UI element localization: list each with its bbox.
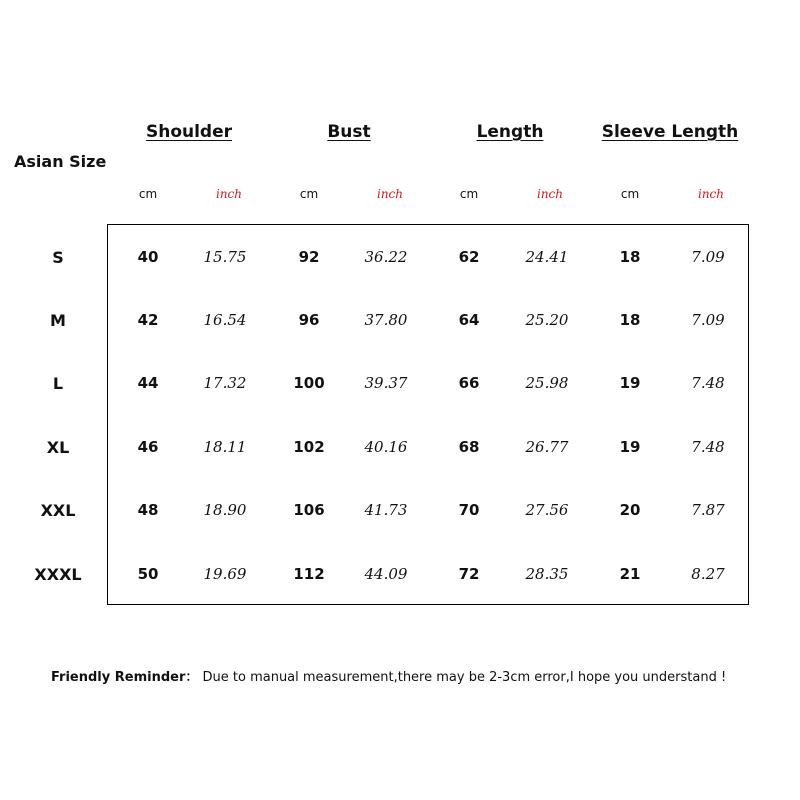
size-label: S xyxy=(52,248,64,267)
table-row xyxy=(0,438,800,468)
unit-inch: inch xyxy=(376,187,403,201)
length-inch: 25.98 xyxy=(525,374,569,392)
size-label: L xyxy=(52,374,64,393)
bust-inch: 37.80 xyxy=(364,311,408,329)
sleeve-inch: 8.27 xyxy=(691,565,725,583)
size-label: XXL xyxy=(40,501,76,520)
table-row xyxy=(0,248,800,278)
shoulder-inch: 17.32 xyxy=(203,374,247,392)
unit-cm: cm xyxy=(620,187,640,201)
unit-inch: inch xyxy=(536,187,563,201)
table-row xyxy=(0,311,800,341)
friendly-reminder xyxy=(51,666,726,685)
shoulder-cm: 40 xyxy=(137,248,159,266)
length-cm: 64 xyxy=(458,311,480,329)
length-cm: 68 xyxy=(458,438,480,456)
length-inch: 28.35 xyxy=(525,565,569,583)
bust-cm: 100 xyxy=(293,374,325,392)
column-header-length: Length xyxy=(476,122,544,142)
length-inch: 27.56 xyxy=(525,501,569,519)
shoulder-inch: 15.75 xyxy=(203,248,247,266)
sleeve-cm: 20 xyxy=(619,501,641,519)
bust-inch: 40.16 xyxy=(364,438,408,456)
bust-inch: 39.37 xyxy=(364,374,408,392)
length-cm: 62 xyxy=(458,248,480,266)
shoulder-inch: 18.11 xyxy=(203,438,247,456)
unit-cm: cm xyxy=(299,187,319,201)
size-table-border xyxy=(107,224,749,605)
table-row xyxy=(0,374,800,404)
unit-inch: inch xyxy=(215,187,242,201)
column-header-bust: Bust xyxy=(327,122,371,142)
size-label: M xyxy=(50,311,66,330)
sleeve-cm: 21 xyxy=(619,565,641,583)
shoulder-inch: 16.54 xyxy=(203,311,247,329)
unit-cm: cm xyxy=(138,187,158,201)
reminder-label: Friendly Reminder： xyxy=(51,670,199,685)
bust-inch: 41.73 xyxy=(364,501,408,519)
length-inch: 26.77 xyxy=(525,438,569,456)
column-header-sleeve-length: Sleeve Length xyxy=(601,122,739,142)
shoulder-cm: 46 xyxy=(137,438,159,456)
sleeve-inch: 7.09 xyxy=(691,248,725,266)
sleeve-cm: 18 xyxy=(619,248,641,266)
table-row xyxy=(0,501,800,531)
size-label: XL xyxy=(46,438,70,457)
shoulder-inch: 19.69 xyxy=(203,565,247,583)
table-row xyxy=(0,565,800,595)
column-header-shoulder: Shoulder xyxy=(145,122,233,142)
shoulder-cm: 44 xyxy=(137,374,159,392)
bust-inch: 36.22 xyxy=(364,248,408,266)
sleeve-inch: 7.48 xyxy=(691,374,725,392)
length-cm: 66 xyxy=(458,374,480,392)
bust-inch: 44.09 xyxy=(364,565,408,583)
length-inch: 25.20 xyxy=(525,311,569,329)
unit-inch: inch xyxy=(697,187,724,201)
sleeve-cm: 19 xyxy=(619,374,641,392)
length-inch: 24.41 xyxy=(525,248,569,266)
bust-cm: 112 xyxy=(293,565,325,583)
sleeve-inch: 7.87 xyxy=(691,501,725,519)
length-cm: 70 xyxy=(458,501,480,519)
asian-size-label: Asian Size xyxy=(14,152,107,171)
reminder-text: Due to manual measurement,there may be 2-3cm error,I hope you understand ! xyxy=(202,670,727,685)
sleeve-cm: 19 xyxy=(619,438,641,456)
shoulder-cm: 42 xyxy=(137,311,159,329)
size-label: XXXL xyxy=(34,565,82,584)
unit-cm: cm xyxy=(459,187,479,201)
bust-cm: 106 xyxy=(293,501,325,519)
sleeve-inch: 7.48 xyxy=(691,438,725,456)
bust-cm: 96 xyxy=(298,311,320,329)
sleeve-cm: 18 xyxy=(619,311,641,329)
length-cm: 72 xyxy=(458,565,480,583)
shoulder-inch: 18.90 xyxy=(203,501,247,519)
shoulder-cm: 50 xyxy=(137,565,159,583)
bust-cm: 92 xyxy=(298,248,320,266)
sleeve-inch: 7.09 xyxy=(691,311,725,329)
bust-cm: 102 xyxy=(293,438,325,456)
shoulder-cm: 48 xyxy=(137,501,159,519)
